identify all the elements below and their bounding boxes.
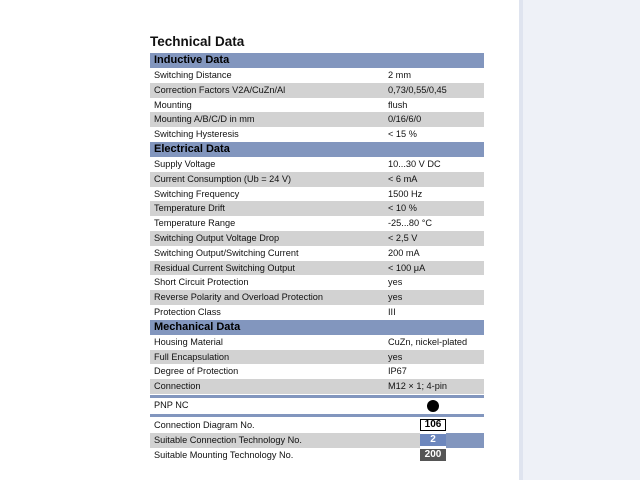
row-value: CuZn, nickel-plated	[388, 336, 468, 347]
table-row	[150, 187, 484, 202]
table-row	[150, 350, 484, 365]
filled-circle-icon	[427, 400, 439, 412]
connection-diagram-label: Connection Diagram No.	[154, 419, 255, 430]
row-value: yes	[388, 351, 403, 362]
connection-technology-label: Suitable Connection Technology No.	[150, 433, 380, 448]
row-label: Full Encapsulation	[154, 351, 230, 362]
row-label: Mounting A/B/C/D in mm	[154, 114, 255, 125]
row-value: IP67	[388, 366, 407, 377]
connection-diagram-row	[150, 418, 484, 433]
right-sidebar	[519, 0, 640, 480]
row-label: Switching Output/Switching Current	[154, 247, 299, 258]
row-value: flush	[388, 99, 408, 110]
row-value: 200 mA	[388, 247, 420, 258]
mounting-technology-label: Suitable Mounting Technology No.	[154, 449, 294, 460]
row-label: Correction Factors V2A/CuZn/Al	[154, 84, 286, 95]
row-value: yes	[388, 292, 403, 303]
table-row	[150, 275, 484, 290]
row-label: Mounting	[154, 99, 192, 110]
technical-data-sheet	[150, 34, 484, 462]
row-label: Supply Voltage	[154, 158, 216, 169]
row-label: Housing Material	[154, 336, 223, 347]
row-value: 0/16/6/0	[388, 114, 422, 125]
connection-technology-badge: 2	[420, 434, 446, 446]
table-row	[150, 231, 484, 246]
row-value: 2 mm	[388, 70, 411, 80]
mounting-technology-row	[150, 448, 484, 463]
row-label: Short Circuit Protection	[154, 277, 249, 288]
row-label: Current Consumption (Ub = 24 V)	[154, 173, 292, 184]
output-type-label: PNP NC	[154, 399, 189, 410]
table-row	[150, 305, 484, 320]
row-label: Connection	[154, 381, 201, 392]
table-row	[150, 98, 484, 113]
row-value: -25...80 °C	[388, 218, 433, 229]
section-heading-electrical: Electrical Data	[150, 142, 484, 157]
row-value: 0,73/0,55/0,45	[388, 84, 447, 95]
table-row	[150, 216, 484, 231]
table-row	[150, 335, 484, 350]
table-row	[150, 261, 484, 276]
row-label: Residual Current Switching Output	[154, 262, 295, 273]
mounting-technology-badge: 200	[420, 449, 446, 461]
table-row	[150, 364, 484, 379]
output-type-row	[150, 395, 484, 413]
table-row	[150, 246, 484, 261]
table-row	[150, 68, 484, 83]
table-row	[150, 83, 484, 98]
section-heading-inductive: Inductive Data	[150, 53, 484, 68]
row-value: III	[388, 306, 396, 317]
table-row	[150, 157, 484, 172]
table-row	[150, 112, 484, 127]
row-label: Temperature Drift	[154, 203, 225, 214]
section-heading-mechanical: Mechanical Data	[150, 320, 484, 335]
row-value: 1500 Hz	[388, 188, 423, 199]
page-title: Technical Data	[150, 34, 245, 49]
row-label: Switching Hysteresis	[154, 129, 239, 140]
table-row	[150, 172, 484, 187]
row-value: < 2,5 V	[388, 232, 418, 243]
table-row	[150, 290, 484, 305]
row-label: Switching Distance	[154, 70, 232, 80]
row-value: yes	[388, 277, 403, 288]
connection-technology-row	[150, 433, 484, 448]
row-value: < 100 μA	[388, 262, 426, 273]
row-value: < 15 %	[388, 129, 417, 140]
row-label: Protection Class	[154, 306, 221, 317]
row-label: Temperature Range	[154, 218, 236, 229]
connection-diagram-badge: 106	[420, 419, 446, 431]
table-row	[150, 201, 484, 216]
row-value: < 10 %	[388, 203, 417, 214]
row-value: M12 × 1; 4-pin	[388, 381, 447, 392]
row-label: Switching Output Voltage Drop	[154, 232, 280, 243]
table-row	[150, 127, 484, 142]
row-label: Switching Frequency	[154, 188, 240, 199]
row-label: Degree of Protection	[154, 366, 239, 377]
row-value: < 6 mA	[388, 173, 418, 184]
table-row	[150, 379, 484, 394]
row-label: Reverse Polarity and Overload Protection	[154, 292, 324, 303]
row-value: 10...30 V DC	[388, 158, 441, 169]
divider	[150, 414, 484, 417]
